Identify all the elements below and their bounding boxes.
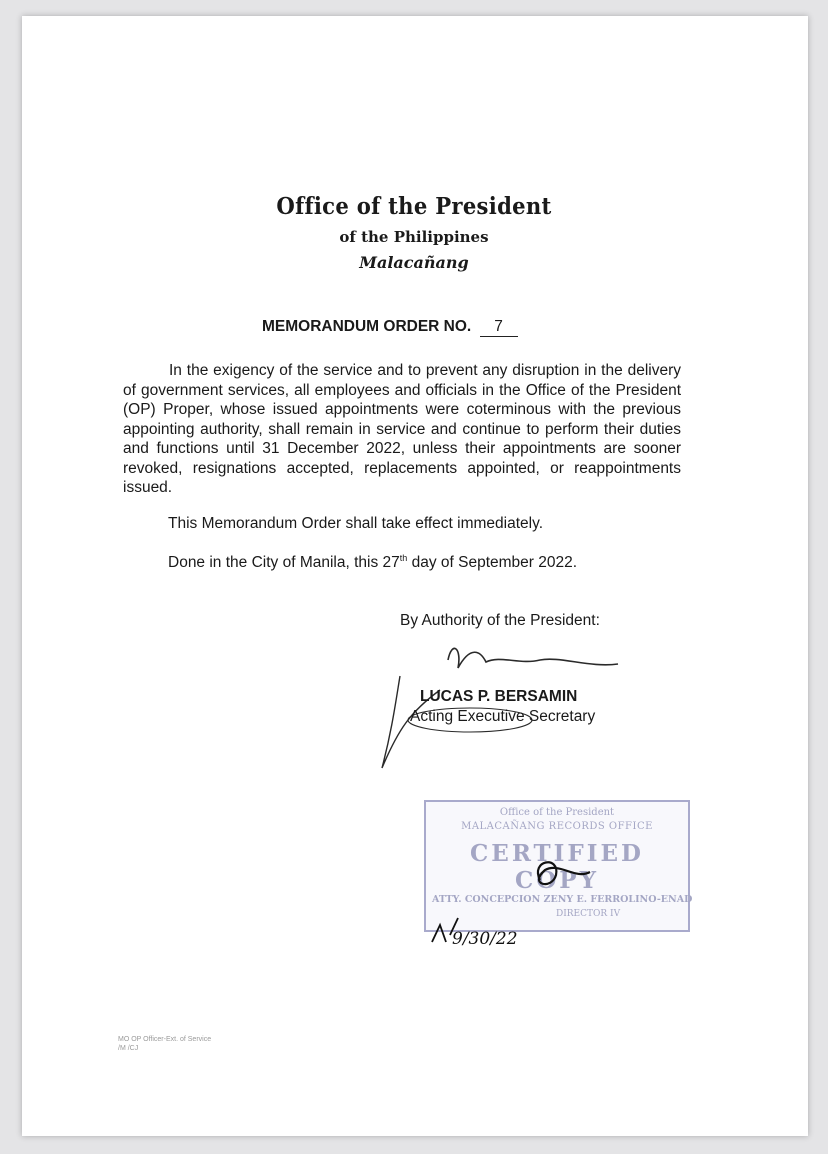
header-country: of the Philippines xyxy=(339,228,489,246)
memo-number: 7 xyxy=(480,318,518,337)
done-suffix: day of September 2022. xyxy=(407,554,578,572)
done-prefix: Done in the City of Manila, this 27 xyxy=(168,554,400,572)
footer-ref-1: MO OP Officer-Ext. of Service xyxy=(118,1036,212,1043)
header-office: Office of the President xyxy=(276,193,552,220)
stamp-director: DIRECTOR IV xyxy=(556,909,621,919)
stamp-office: Office of the President xyxy=(499,807,615,818)
paragraph-effectivity: This Memorandum Order shall take effect immediately. xyxy=(168,515,544,532)
header-palace: Malacañang xyxy=(359,253,469,272)
stamp-certifier: ATTY. CONCEPCION ZENY E. FERROLINO-ENAD xyxy=(432,894,693,905)
signatory-title: Acting Executive Secretary xyxy=(410,708,596,725)
done-sup: th xyxy=(399,553,408,563)
memo-label: MEMORANDUM ORDER NO. xyxy=(262,318,472,335)
signatory-name: LUCAS P. BERSAMIN xyxy=(420,688,578,705)
authority-line: By Authority of the President: xyxy=(400,612,600,629)
stamp-certified: CERTIFIED COPY xyxy=(470,840,644,894)
stamp-records-office: MALACAÑANG RECORDS OFFICE xyxy=(461,821,653,832)
stamp-handwritten-date: 9/30/22 xyxy=(452,929,518,949)
footer-ref-2: /M /CJ xyxy=(118,1045,139,1052)
paragraph-main: In the exigency of the service and to prevent any disruption in the delivery of government services, all employees and officials in the Office of the President (OP) Proper, whose issued appointments were coterminous with the previous appointing authority, shall remain in service and continue to perform their duties and functions until 31 December 2022, unless their appointments are sooner revoked, resignations accepted, replacements appointed, or reappointments issued. xyxy=(123,362,681,496)
